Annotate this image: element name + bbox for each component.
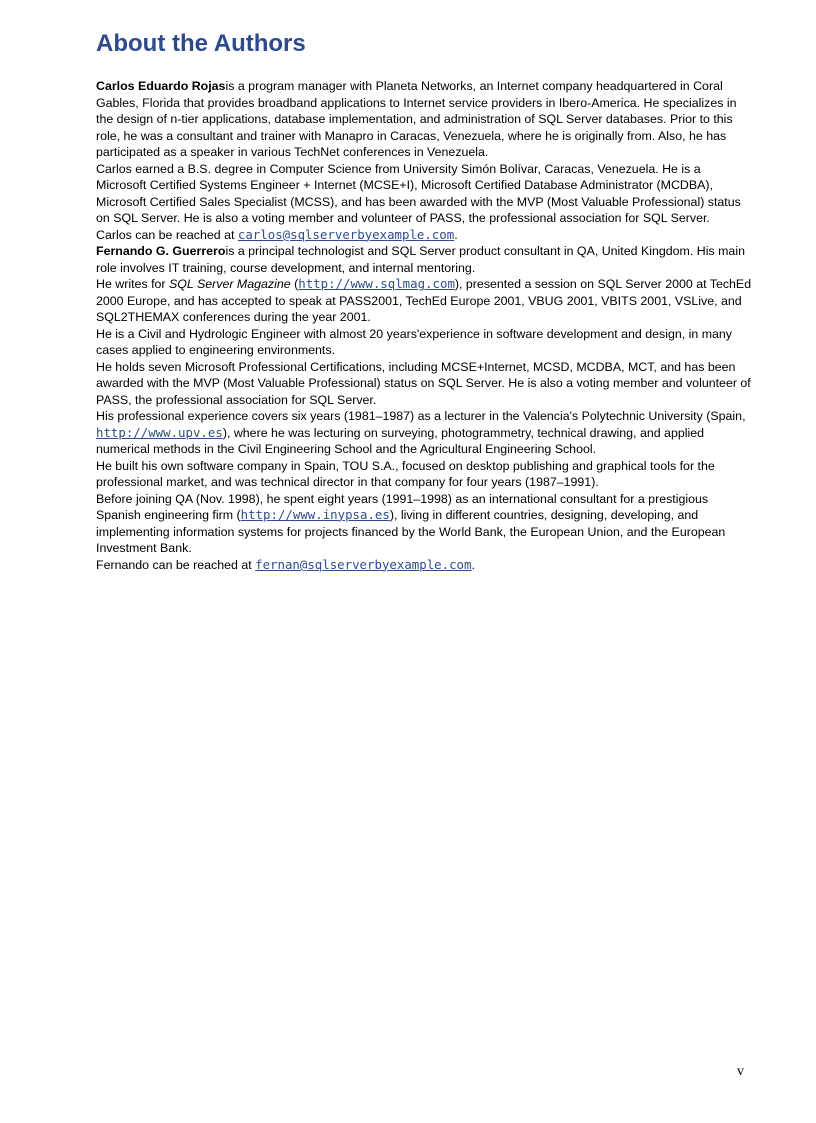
fernando-writes-suffix: ), presented a session on SQL Server 2000 at TechEd 2000 Europe, and has accepted to speak at PASS2001, TechEd Europe 2001, VBUG 2001, VBITS 2001, VSLive, and SQL2THEMAX conferences during the year 2001. (96, 277, 752, 324)
carlos-contact-prefix: Carlos can be reached at (96, 227, 238, 242)
carlos-contact (96, 227, 752, 244)
fernando-consultant-suffix: ), living in different countries, designing, developing, and implementing information systems for projects financed by the World Bank, the European Union, and the European Investment Bank. (96, 508, 726, 555)
carlos-bio-text: is a program manager with Planeta Networks, an Internet company headquartered in Coral Gables, Florida that provides broadband applications to Internet service providers in Ibero-America. He specializes in the design of n-tier applications, database implementation, and administration of SQL Server databases. Prior to this role, he was a consultant and trainer with Manapro in Caracas, Venezuela, where he is originally from. Also, he has participated as a speaker in various TechNet conferences in Venezuela. (96, 79, 737, 159)
page-number: v (737, 1064, 744, 1079)
page-title: About the Authors (96, 30, 306, 57)
fernando-lecturer-prefix: His professional experience covers six years (1981–1987) as a lecturer in the Valencia's Polytechnic University (Spain, (96, 409, 746, 423)
fernando-bio-certifications: He holds seven Microsoft Professional Certifications, including MCSE+Internet, MCSD, MCDBA, MCT, and has been awarded with the MVP (Most Valuable Professional) status on SQL Server. He is also a voting member and volunteer of PASS, the professional association for SQL Server. (96, 359, 751, 407)
inypsa-link[interactable]: http://www.inypsa.es (240, 507, 390, 522)
magazine-title: SQL Server Magazine (168, 277, 291, 291)
fernando-bio-company: He built his own software company in Spain, TOU S.A., focused on desktop publishing and graphical tools for the professional market, and was technical director in that company for four years (1987–1991). (96, 458, 715, 489)
fernando-bio-intro (96, 243, 752, 276)
fernando-bio-lecturer (96, 408, 752, 458)
fernando-contact-prefix: Fernando can be reached at (96, 557, 256, 572)
carlos-bio-education: Carlos earned a B.S. degree in Computer Science from University Simón Bolívar, Caracas, Venezuela. He is a Microsoft Certified Systems Engineer + Internet (MCSE+I), Microsoft Certified Database Administrator (MCDBA), Microsoft Certified Sales Specialist (MCSS), and has been awarded with the MVP (Most Valuable Professional) status on SQL Server. He is also a voting member and volunteer of PASS, the professional association for SQL Server. (96, 161, 741, 225)
author-name-fernando: Fernando G. Guerrero (96, 244, 226, 258)
fernando-writes-paren: ( (290, 277, 299, 291)
carlos-bio-intro (96, 78, 752, 161)
author-name-carlos: Carlos Eduardo Rojas (96, 79, 226, 93)
fernando-email-link[interactable]: fernan@sqlserverbyexample.com (255, 556, 472, 572)
fernando-bio-engineer: He is a Civil and Hydrologic Engineer with almost 20 years'experience in software development and design, in many cases applied to engineering environments. (96, 326, 732, 357)
upv-link[interactable]: http://www.upv.es (96, 424, 223, 440)
fernando-consultant-prefix: Before joining QA (Nov. 1998), he spent eight years (1991–1998) as an international consultant for a prestigious Spanish engineering firm ( (96, 491, 709, 522)
sqlmag-link[interactable]: http://www.sqlmag.com (298, 276, 455, 291)
carlos-contact-suffix: . (454, 227, 458, 242)
fernando-bio-text: is a principal technologist and SQL Server product consultant in QA, United Kingdom. His main role involves IT training, course development, and internal mentoring. (96, 244, 745, 275)
fernando-contact (96, 557, 752, 574)
fernando-writes-prefix: He writes for (96, 277, 169, 291)
fernando-bio-consultant (96, 491, 752, 557)
carlos-email-link[interactable]: carlos@sqlserverbyexample.com (237, 226, 455, 242)
fernando-contact-suffix: . (471, 557, 475, 572)
authors-body (96, 78, 752, 573)
fernando-lecturer-suffix: ), where he was lecturing on surveying, photogrammetry, technical drawing, and applied numerical methods in the Civil Engineering School and the Agricultural Engineering School. (96, 425, 705, 456)
fernando-bio-writing (96, 276, 752, 326)
